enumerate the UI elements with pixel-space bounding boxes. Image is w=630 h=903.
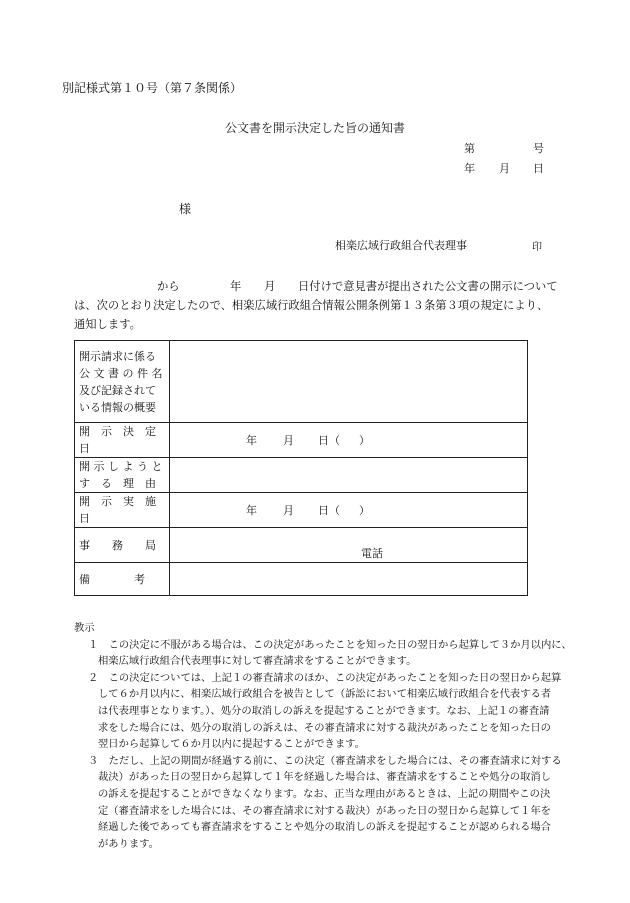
issuer-name: 相楽広域行政組合代表理事 xyxy=(335,239,467,252)
note-2-line: は代表理事となります。）、処分の取消しの訴えを提起することができます。なお、上記１の審査請 xyxy=(98,704,550,717)
row-label-implementation-date: 開 示 実 施 日 xyxy=(75,493,170,528)
row-label-office: 事 務 局 xyxy=(75,528,170,563)
row-value-reason[interactable] xyxy=(170,458,528,493)
decision-year: 年 xyxy=(246,434,257,447)
body-line-2: は、次のとおり決定したので、相楽広域行政組合情報公開条例第１３条第３項の規定により、 xyxy=(74,299,549,312)
body-year: 年 xyxy=(230,280,242,293)
instructions-heading: 教示 xyxy=(74,622,95,634)
note-3-line: 裁決）があった日の翌日から起算して１年を経過した場合は、審査請求をすることや処分の取消し xyxy=(98,771,551,784)
number-dai: 第 xyxy=(464,142,475,155)
impl-year: 年 xyxy=(246,504,257,517)
date-year: 年 xyxy=(464,162,475,175)
decision-day: 日（ xyxy=(318,434,340,447)
date-month: 月 xyxy=(499,162,510,175)
impl-month: 月 xyxy=(283,504,294,517)
row-label-reason: 開 示 し よ う と す る 理 由 xyxy=(75,458,170,493)
body-rest: 日付けで意見書が提出された公文書の開示について xyxy=(298,280,558,293)
table-row xyxy=(75,341,528,423)
note-2-line: して６か月以内に、相楽広域行政組合を被告として（訴訟において相楽広域行政組合を代表する者 xyxy=(98,688,552,701)
note-1-line: 相楽広域行政組合代表理事に対して審査請求をすることができます。 xyxy=(98,655,417,668)
table-row xyxy=(75,458,528,493)
row-label-remarks: 備 考 xyxy=(75,563,170,596)
row-label-document: 開示請求に係る 公 文 書 の 件 名 及び記録されて いる情報の概要 xyxy=(75,341,170,423)
note-3-line: 定（審査請求をした場合には、その審査請求に対する裁決）があった日の翌日から起算して１年を xyxy=(98,804,551,817)
row-value-remarks[interactable] xyxy=(170,563,528,596)
row-value-decision-date[interactable] xyxy=(170,423,528,458)
document-title: 公文書を開示決定した旨の通知書 xyxy=(224,121,405,135)
body-month: 月 xyxy=(264,280,276,293)
note-3-line: の訴えを提起することができなくなります。なお、正当な理由があるときは、上記の期間やこの決 xyxy=(98,787,551,800)
impl-day: 日（ xyxy=(318,504,340,517)
body-line-3: 通知します。 xyxy=(74,318,141,331)
disclosure-table xyxy=(74,340,528,596)
row-label-decision-date: 開 示 決 定 日 xyxy=(75,423,170,458)
instructions xyxy=(74,620,574,852)
table-row xyxy=(75,493,528,528)
row-value-implementation-date[interactable] xyxy=(170,493,528,528)
decision-close: ） xyxy=(359,434,370,447)
body-kara: から xyxy=(157,280,180,293)
row-value-office[interactable] xyxy=(170,528,528,563)
table-row xyxy=(75,563,528,596)
decision-month: 月 xyxy=(283,434,294,447)
form-label: 別記様式第１０号（第７条関係） xyxy=(62,81,243,95)
body-line-1 xyxy=(74,277,574,296)
impl-close: ） xyxy=(359,504,370,517)
row-value-document[interactable] xyxy=(170,341,528,423)
body-paragraph xyxy=(74,277,574,334)
note-2-line: 求をした場合には、処分の取消しの訴えは、その審査請求に対する裁決があったことを知った日の xyxy=(98,721,551,734)
note-1-line: １ この決定に不服がある場合は、この決定があったことを知った日の翌日から起算して３か月以内に、 xyxy=(88,638,572,651)
date-day: 日 xyxy=(533,162,544,175)
note-2-line: 翌日から起算して６か月以内に提起することができます。 xyxy=(98,738,365,751)
note-3-line: があります。 xyxy=(98,837,159,850)
table-row xyxy=(75,528,528,563)
note-3-line: 経過した後であっても審査請求をすることや処分の取消しの訴えを提起することが認められる場合 xyxy=(98,821,551,834)
number-go: 号 xyxy=(533,142,544,155)
table-row xyxy=(75,423,528,458)
note-2-line: ２ この決定については、上記１の審査請求のほか、この決定があったことを知った日の翌日から起算 xyxy=(88,671,562,684)
note-3-line: ３ ただし、上記の期間が経過する前に、この決定（審査請求をした場合には、その審査請求に対する xyxy=(88,754,562,767)
addressee-suffix: 様 xyxy=(179,202,192,216)
office-phone-label: 電話 xyxy=(361,547,383,560)
seal-mark: 印 xyxy=(532,242,542,253)
